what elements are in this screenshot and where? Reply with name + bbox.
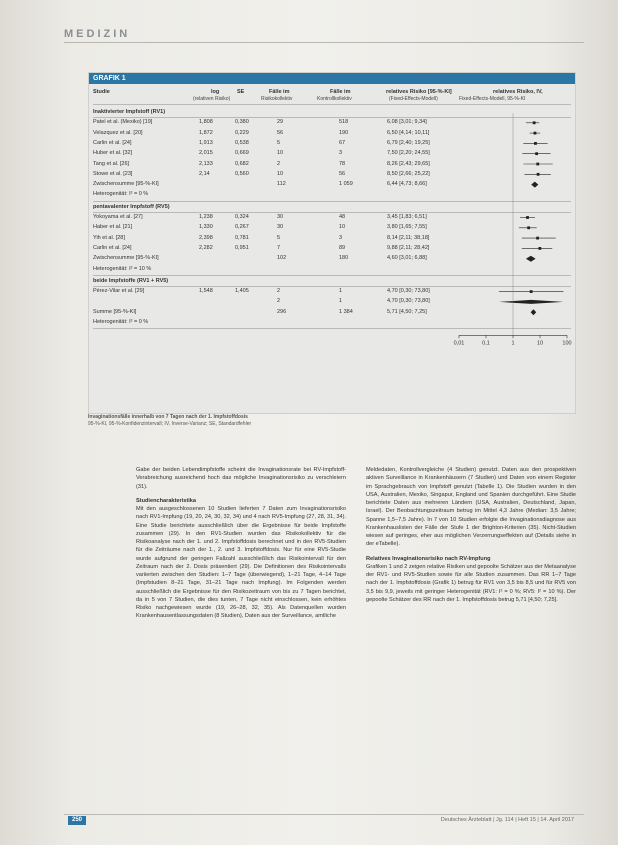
header-faelle-kk: Fälle im — [330, 89, 351, 95]
pooled-diamond — [531, 182, 538, 188]
text-column-right — [366, 466, 576, 604]
header-rr-ci: relatives Risiko [95-%-KI] — [386, 89, 452, 95]
se-value: 0,380 — [235, 119, 249, 126]
cases-risk-value: 2 — [277, 160, 281, 167]
study-name: Carlin et al. [24] — [93, 139, 132, 146]
se-value: 0,538 — [235, 139, 249, 146]
heterogeneity-label: Heterogenität: I² = 10 % — [93, 265, 152, 272]
cases-control-value: 1 384 — [339, 308, 353, 315]
paragraph: Gabe der beiden Lebendimpfstoffe scheint die Invaginationsrate bei RV-Impfstoff-Verabreichung ausreichend hoch das mögliche Invaginationsrisiko zu verschleiern (31). — [136, 467, 346, 490]
header-faelle-rk-sub: Risikokollektiv — [261, 96, 293, 102]
point-estimate — [536, 237, 539, 240]
forest-plot-figure — [88, 72, 576, 414]
x-tick-label: 100 — [562, 340, 572, 347]
point-estimate — [526, 216, 529, 219]
se-value: 0,951 — [235, 244, 249, 251]
group-label: Inaktivierter Impfstoff (RV1) — [93, 109, 166, 115]
point-estimate — [536, 163, 539, 166]
cases-control-value: 78 — [339, 160, 346, 167]
pooled-diamond — [526, 256, 536, 262]
header-faelle-rk: Fälle im — [269, 89, 290, 95]
caption-line-1: Invaginationsfälle innerhalb von 7 Tagen nach der 1. Impfstoffdosis — [88, 414, 248, 420]
x-tick-label: 0,01 — [453, 340, 465, 347]
x-tick-label: 0,1 — [482, 340, 490, 347]
subheading: Studiencharakteristika — [136, 497, 197, 504]
heterogeneity-label: Heterogenität: I² = 0 % — [93, 191, 149, 198]
subtotal-label: Zwischensumme [95-%-KI] — [93, 255, 159, 262]
pooled-diamond — [531, 309, 537, 315]
se-value: 0,560 — [235, 170, 249, 177]
cases-risk-value: 5 — [277, 234, 281, 241]
cases-risk-value: 7 — [277, 244, 281, 251]
point-estimate — [534, 142, 537, 145]
point-estimate — [537, 173, 540, 176]
cases-control-value: 89 — [339, 244, 346, 251]
study-name: Carlin et al. [24] — [93, 244, 132, 251]
header-rr-plot: relatives Risiko, IV, — [493, 89, 543, 95]
study-name: Stowe et al. [23] — [93, 170, 133, 177]
log-rr-value: 1,548 — [199, 288, 213, 295]
study-name: Pérez-Vilar et al. [29] — [93, 288, 145, 295]
log-rr-value: 2,282 — [199, 244, 213, 251]
cases-control-value: 3 — [339, 234, 343, 241]
rr-ci-value: 7,50 [2,20; 24,55] — [387, 150, 430, 157]
subtotal-label: Zwischensumme [95-%-KI] — [93, 181, 159, 188]
journal-footer: Deutsches Ärzteblatt | Jg. 114 | Heft 15 | 14. April 2017 — [440, 817, 574, 823]
rr-ci-value: 9,88 [2,11; 28,42] — [387, 244, 430, 251]
se-value: 0,229 — [235, 129, 249, 136]
cases-control-value: 67 — [339, 139, 346, 146]
section-header: MEDIZIN — [64, 28, 131, 40]
log-rr-value: 1,330 — [199, 224, 213, 231]
log-rr-value: 2,015 — [199, 150, 213, 157]
point-estimate — [527, 226, 530, 229]
se-value: 0,669 — [235, 150, 249, 157]
cases-control-value: 1 — [339, 298, 343, 305]
log-rr-value: 2,133 — [199, 160, 213, 167]
group-label: beide Impfstoffe (RV1 + RV5) — [93, 277, 169, 284]
log-rr-value: 1,872 — [199, 129, 213, 136]
cases-risk-value: 112 — [277, 181, 286, 188]
cases-risk-value: 296 — [277, 308, 287, 315]
x-tick-label: 10 — [536, 340, 544, 347]
paragraph: Mit den ausgeschlossenen 10 Studien lieferten 7 Daten zum Invaginationsrisiko nach RV1-Impfung (19, 20, 24, 30, 32, 34) und 4 nach RV5-Impfung (27, 28, 31, 34). Eine Studie berichtete ausschließlich über die Ergebnisse für beide Impfstoffe zusammen (29). In den RV1-Studien wurden das Risikokollektiv für die Risikoanalyse nach der 1. und 2. Impfstoffdosis berechnet und in den RV5-Studien für die Zeiträume nach der 1., 2. und 3. Impfstoffdosis. Nur für eine RV5-Studie wurde aufgrund der geringen Fallzahl ausschließlich das Risikointervall für den Zeitraum nach der 2. Dosis präsentiert (29). Die Definitionen des Risikointervalls variierten zwischen den Studien: 1–7 Tage (überwiegend), 1–21 Tage, 4–14 Tage (Impfstudien 8–21 Tage, 31–21 Tage nach Impfung). Im Folgenden werden ausschließlich die Ergebnisse für den Risikozeitraum von bis zu 7 Tagen berichtet, da in 5 von 7 Studien, die dies tunten, 7 Tage nicht einschlossen, kein erhöhtes Risiko nachgewiesen wurde (19, 26–28, 32, 35). Als Datenquellen wurden Krankenhausentlassungsdaten (8 Studien), Daten aus der Surveillance, amtliche — [136, 506, 346, 620]
cases-control-value: 180 — [339, 255, 349, 262]
cases-control-value: 56 — [339, 170, 346, 177]
figure-title: GRAFIK 1 — [89, 73, 575, 84]
cases-risk-value: 29 — [277, 119, 284, 126]
cases-control-value: 1 — [339, 288, 343, 295]
se-value: 0,267 — [235, 224, 249, 231]
rr-ci-value: 8,26 [2,43; 29,65] — [387, 160, 430, 167]
cases-risk-value: 102 — [277, 255, 287, 262]
cases-control-value: 518 — [339, 119, 349, 126]
se-value: 0,682 — [235, 160, 249, 167]
cases-control-value: 48 — [339, 214, 346, 220]
study-name: Velazquez et al. [20] — [93, 129, 143, 136]
forest-plot-svg — [89, 73, 575, 413]
header-rr-plot-sub: Fixed-Effects-Modell, 95-%-KI — [459, 96, 526, 102]
heterogeneity-label: Heterogenität: I² = 0 % — [93, 319, 149, 325]
figure-caption — [88, 414, 574, 428]
rr-ci-value: 6,08 [3,01; 9,34] — [387, 119, 427, 126]
header-rr-ci-sub: (Fixed-Effects-Modell) — [389, 96, 438, 102]
point-estimate — [530, 290, 533, 293]
cases-control-value: 1 059 — [339, 181, 353, 188]
cases-risk-value: 2 — [277, 288, 281, 295]
header-rule — [64, 42, 584, 43]
rr-ci-value: 4,70 [0,30; 73,80] — [387, 298, 430, 305]
point-estimate — [538, 247, 541, 250]
study-name: Tang et al. [26] — [93, 160, 130, 167]
header-log-sub: (relativen Risiko) — [193, 96, 231, 102]
cases-risk-value: 30 — [277, 224, 284, 231]
study-name: Haber et al. [21] — [93, 224, 133, 231]
log-rr-value: 1,913 — [199, 139, 213, 146]
study-name: Yokoyama et al. [27] — [93, 214, 143, 220]
text-column-left — [136, 466, 346, 621]
log-rr-value: 1,238 — [199, 214, 213, 220]
header-se: SE — [237, 89, 245, 95]
point-estimate — [534, 132, 537, 135]
point-estimate — [533, 121, 536, 124]
rr-ci-value: 4,60 [3,01; 6,88] — [387, 255, 427, 262]
study-name: Patel et al. (Mexiko) [19] — [93, 119, 153, 126]
rr-ci-value: 6,79 [2,40; 19,25] — [387, 139, 430, 146]
header-log: log — [211, 89, 220, 95]
caption-line-2: 95-%-KI, 95-%-Konfidenzintervall; IV, Inverse-Varianz; SE, Standardfehler — [88, 421, 252, 427]
x-tick-label: 1 — [511, 340, 515, 347]
se-value: 1,405 — [235, 288, 249, 295]
se-value: 0,324 — [235, 214, 249, 220]
point-estimate — [535, 152, 538, 155]
study-name: Yih et al. [28] — [93, 234, 125, 241]
header-studie: Studie — [93, 89, 110, 95]
cases-risk-value: 10 — [277, 170, 284, 177]
cases-risk-value: 10 — [277, 150, 284, 157]
rr-ci-value: 8,50 [2,66; 25,22] — [387, 170, 430, 177]
cases-risk-value: 30 — [277, 214, 284, 220]
log-rr-value: 1,808 — [199, 119, 213, 126]
log-rr-value: 2,398 — [199, 234, 213, 241]
se-value: 0,781 — [235, 234, 249, 241]
cases-control-value: 190 — [339, 129, 349, 136]
rr-ci-value: 3,45 [1,83; 6,51] — [387, 214, 427, 220]
group-label: pentavalenter Impfstoff (RV5) — [93, 203, 170, 210]
pooled-diamond — [499, 300, 564, 304]
rr-ci-value: 3,80 [1,65; 7,55] — [387, 224, 427, 231]
cases-control-value: 10 — [339, 224, 346, 231]
cases-risk-value: 5 — [277, 139, 281, 146]
rr-ci-value: 5,71 [4,50; 7,25] — [387, 308, 427, 315]
cases-risk-value: 56 — [277, 129, 284, 136]
log-rr-value: 2,14 — [199, 170, 210, 177]
study-name: Huber et al. [32] — [93, 150, 133, 157]
footer-rule — [64, 814, 584, 815]
rr-ci-value: 4,70 [0,30; 73,80] — [387, 288, 430, 295]
rr-ci-value: 8,14 [2,11; 38,18] — [387, 234, 430, 241]
paragraph: Grafiken 1 und 2 zeigen relative Risiken und gepoolte Schätzer aus der Metaanalyse der RV1- und RV5-Studien sowie für alle Studien zusammen. Das RR 1–7 Tage nach der 1. Impfstoffdosis (Grafik 1) betrug für RV1 von 3,5 bis 8,5 und für RV5 von 3,5 bis 9,9, jeweils mit geringer Heterogenität (RV1: I² = 0 %; RV5: I² = 10 %). Der gepoolte Schätzer des RR nach der 1. Impfstoffdosis betrug 5,71 [4,50; 7,25]. — [366, 563, 576, 603]
page-number: 250 — [68, 816, 86, 825]
cases-risk-value: 2 — [277, 298, 281, 305]
rr-ci-value: 6,50 [4,14; 10,11] — [387, 129, 430, 136]
cases-control-value: 3 — [339, 150, 343, 157]
subtotal-label: Summe [95-%-KI] — [93, 308, 137, 315]
paragraph: Meldedaten, Kontrollvergleiche (4 Studien) genutzt. Daten aus den prospektiven aktiven Surveillance in Krankenhäusern (7 Studien) und Daten von einem Register im Sprachgebrauch von Impfstoff genutzt (Tabelle 1). Die Studien wurden in den USA, Australien, Mexiko, Singapur, England und Spanien durchgeführt. Eine Studie berichtete Daten aus mehreren Ländern (USA, Australien, Deutschland, Japan, Israel). Der Beobachtungszeitraum betrug im Mittel 4,3 Jahre (Median: 3,5 Jahre; Spanne 1,5–7,5 Jahre). In 7 von 10 Studien erfolgte die Invaginationsdiagnose aus Krankenhauslisten der Fälle der Stufe 1 der Brighton-Kriterien (35). Nicht-Studien wiesen auf geringes, eher aus möglichen Verzerrungseffekten auf (Details siehe in der eTabelle). — [366, 467, 576, 548]
rr-ci-value: 6,44 [4,73; 8,66] — [387, 181, 427, 188]
header-faelle-kk-sub: Kontrollkollektiv — [317, 96, 352, 102]
subheading: Relatives Invaginationsrisiko nach RV-Impfung — [366, 555, 491, 562]
